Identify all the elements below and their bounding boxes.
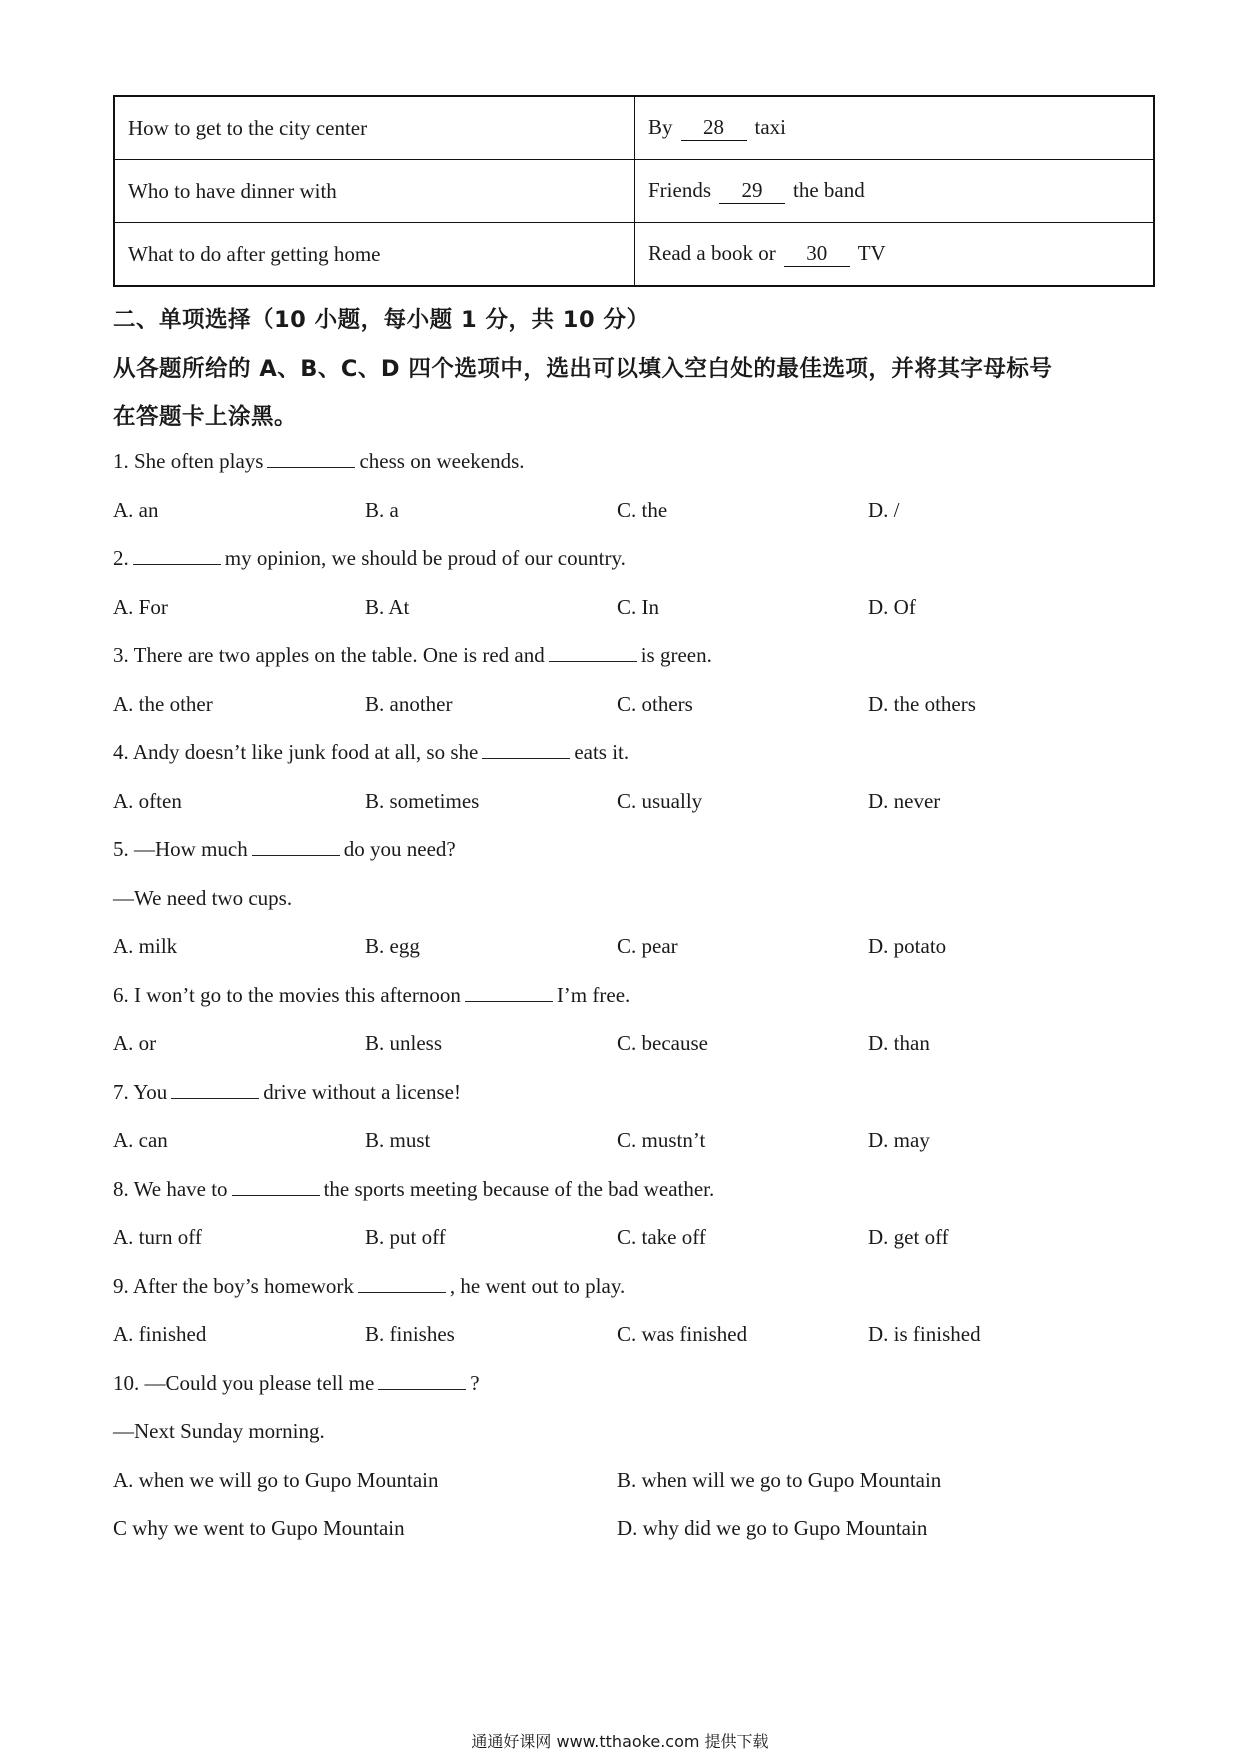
answer-option[interactable]: D. why did we go to Gupo Mountain (617, 1516, 928, 1540)
answer-option[interactable]: B. must (365, 1128, 431, 1152)
answer-blank (133, 547, 221, 565)
answer-option[interactable]: D. is finished (868, 1322, 981, 1346)
answer-suffix: the band (793, 178, 865, 203)
blank-number: 29 (719, 179, 785, 203)
answer-blank (358, 1275, 446, 1293)
section-instruction: 从各题所给的 A、B、C、D 四个选项中，选出可以填入空白处的最佳选项，并将其字母标号 (113, 356, 1053, 382)
dialogue-reply: —We need two cups. (113, 885, 293, 910)
question-text: 10. —Could you please tell me (113, 1370, 375, 1395)
answer-option[interactable]: B. when will we go to Gupo Mountain (617, 1467, 942, 1492)
answer-option[interactable]: A. can (113, 1128, 168, 1152)
question-text: 5. —How much (113, 837, 248, 861)
table-cell-answer (635, 223, 1155, 287)
answer-option[interactable]: C. pear (617, 934, 678, 958)
answer-option[interactable]: A. an (113, 497, 159, 522)
question-text: 1. She often plays (113, 449, 264, 473)
answer-blank (232, 1178, 320, 1196)
table-cell-answer (635, 96, 1155, 160)
answer-prefix: Read a book or (648, 241, 776, 266)
answer-option[interactable]: D. the others (868, 691, 976, 716)
question-stem (113, 1177, 714, 1202)
section-title: 二、单项选择（10 小题，每小题 1 分，共 10 分） (113, 307, 650, 333)
question-text-end: I’m free. (556, 982, 631, 1007)
answer-option[interactable]: C. others (617, 691, 693, 716)
question-stem (113, 983, 630, 1008)
answer-option[interactable]: B. a (365, 497, 399, 522)
answer-blank (171, 1081, 259, 1099)
answer-option[interactable]: B. sometimes (365, 788, 480, 813)
answer-option[interactable]: D. get off (868, 1225, 949, 1249)
answer-option[interactable]: A. finished (113, 1322, 207, 1346)
answer-option[interactable]: D. Of (868, 594, 916, 619)
answer-prefix: Friends (648, 178, 711, 203)
answer-blank (252, 838, 340, 856)
answer-option[interactable]: C why we went to Gupo Mountain (113, 1516, 405, 1540)
question-stem (113, 449, 525, 474)
answer-option[interactable]: A. when we will go to Gupo Mountain (113, 1467, 439, 1492)
question-text: 2. (113, 546, 129, 570)
question-text-end: do you need? (343, 837, 456, 861)
answer-blank (378, 1372, 466, 1390)
question-stem (113, 546, 626, 571)
dialogue-reply: —Next Sunday morning. (113, 1419, 325, 1443)
answer-option[interactable]: C. the (617, 497, 668, 522)
question-text-end: is green. (640, 643, 712, 667)
answer-option[interactable]: B. egg (365, 934, 420, 958)
answer-option[interactable]: C. because (617, 1031, 708, 1055)
question-text-end: drive without a license! (263, 1079, 461, 1104)
answer-option[interactable]: B. another (365, 691, 453, 716)
answer-option[interactable]: A. milk (113, 934, 178, 958)
answer-prefix: By (648, 115, 673, 140)
answer-option[interactable]: A. often (113, 788, 182, 813)
table-cell-question: What to do after getting home (114, 223, 635, 287)
question-text: 4. Andy doesn’t like junk food at all, so she (113, 740, 479, 764)
question-text-end: eats it. (574, 740, 630, 764)
answer-suffix: TV (857, 241, 886, 266)
answer-option[interactable]: A. or (113, 1031, 157, 1055)
answer-option[interactable]: D. may (868, 1128, 930, 1152)
question-stem (113, 1371, 480, 1396)
answer-option[interactable]: D. than (868, 1031, 930, 1055)
blank-number: 28 (681, 116, 747, 140)
question-text: 7. You (113, 1079, 168, 1104)
answer-option[interactable]: C. In (617, 594, 659, 619)
answer-option[interactable]: C. usually (617, 788, 703, 813)
answer-option[interactable]: C. mustn’t (617, 1128, 706, 1152)
question-text: 6. I won’t go to the movies this afternoon (113, 982, 461, 1007)
question-text: 3. There are two apples on the table. One is red and (113, 643, 545, 667)
question-stem (113, 643, 712, 668)
question-text: 9. After the boy’s homework (113, 1273, 354, 1298)
answer-option[interactable]: D. / (868, 497, 900, 522)
blank-number: 30 (784, 242, 850, 266)
question-text-end: the sports meeting because of the bad weather. (323, 1176, 715, 1201)
answer-option[interactable]: B. finishes (365, 1322, 455, 1346)
answer-blank (267, 450, 355, 468)
answer-option[interactable]: B. At (365, 594, 410, 619)
page-footer: 通通好课网 www.tthaoke.com 提供下载 (471, 1732, 769, 1751)
answer-option[interactable]: C. was finished (617, 1322, 748, 1346)
answer-blank (549, 644, 637, 662)
question-text-end: , he went out to play. (449, 1273, 626, 1298)
section-instruction-cont: 在答题卡上涂黑。 (113, 404, 298, 430)
question-stem (113, 837, 456, 862)
question-stem (113, 1080, 461, 1105)
answer-option[interactable]: D. potato (868, 934, 947, 958)
table-cell-question: Who to have dinner with (114, 160, 635, 223)
question-text: 8. We have to (113, 1176, 228, 1201)
answer-option[interactable]: A. the other (113, 691, 213, 716)
table-cell-question: How to get to the city center (114, 96, 635, 160)
table-cell-answer (635, 160, 1155, 223)
answer-suffix: taxi (754, 115, 787, 140)
answer-option[interactable]: A. turn off (113, 1225, 202, 1249)
answer-option[interactable]: C. take off (617, 1225, 706, 1249)
question-text-end: my opinion, we should be proud of our country. (224, 546, 626, 570)
info-table (113, 95, 1155, 287)
question-stem (113, 1274, 625, 1299)
answer-option[interactable]: B. unless (365, 1031, 443, 1055)
table-row (114, 160, 1154, 223)
answer-blank (465, 984, 553, 1002)
question-stem (113, 740, 629, 765)
answer-option[interactable]: A. For (113, 594, 168, 619)
question-text-end: chess on weekends. (359, 449, 525, 473)
answer-option[interactable]: D. never (868, 788, 941, 813)
table-row (114, 96, 1154, 160)
question-text-end: ? (470, 1370, 480, 1395)
answer-blank (482, 741, 570, 759)
answer-option[interactable]: B. put off (365, 1225, 446, 1249)
table-row (114, 223, 1154, 287)
